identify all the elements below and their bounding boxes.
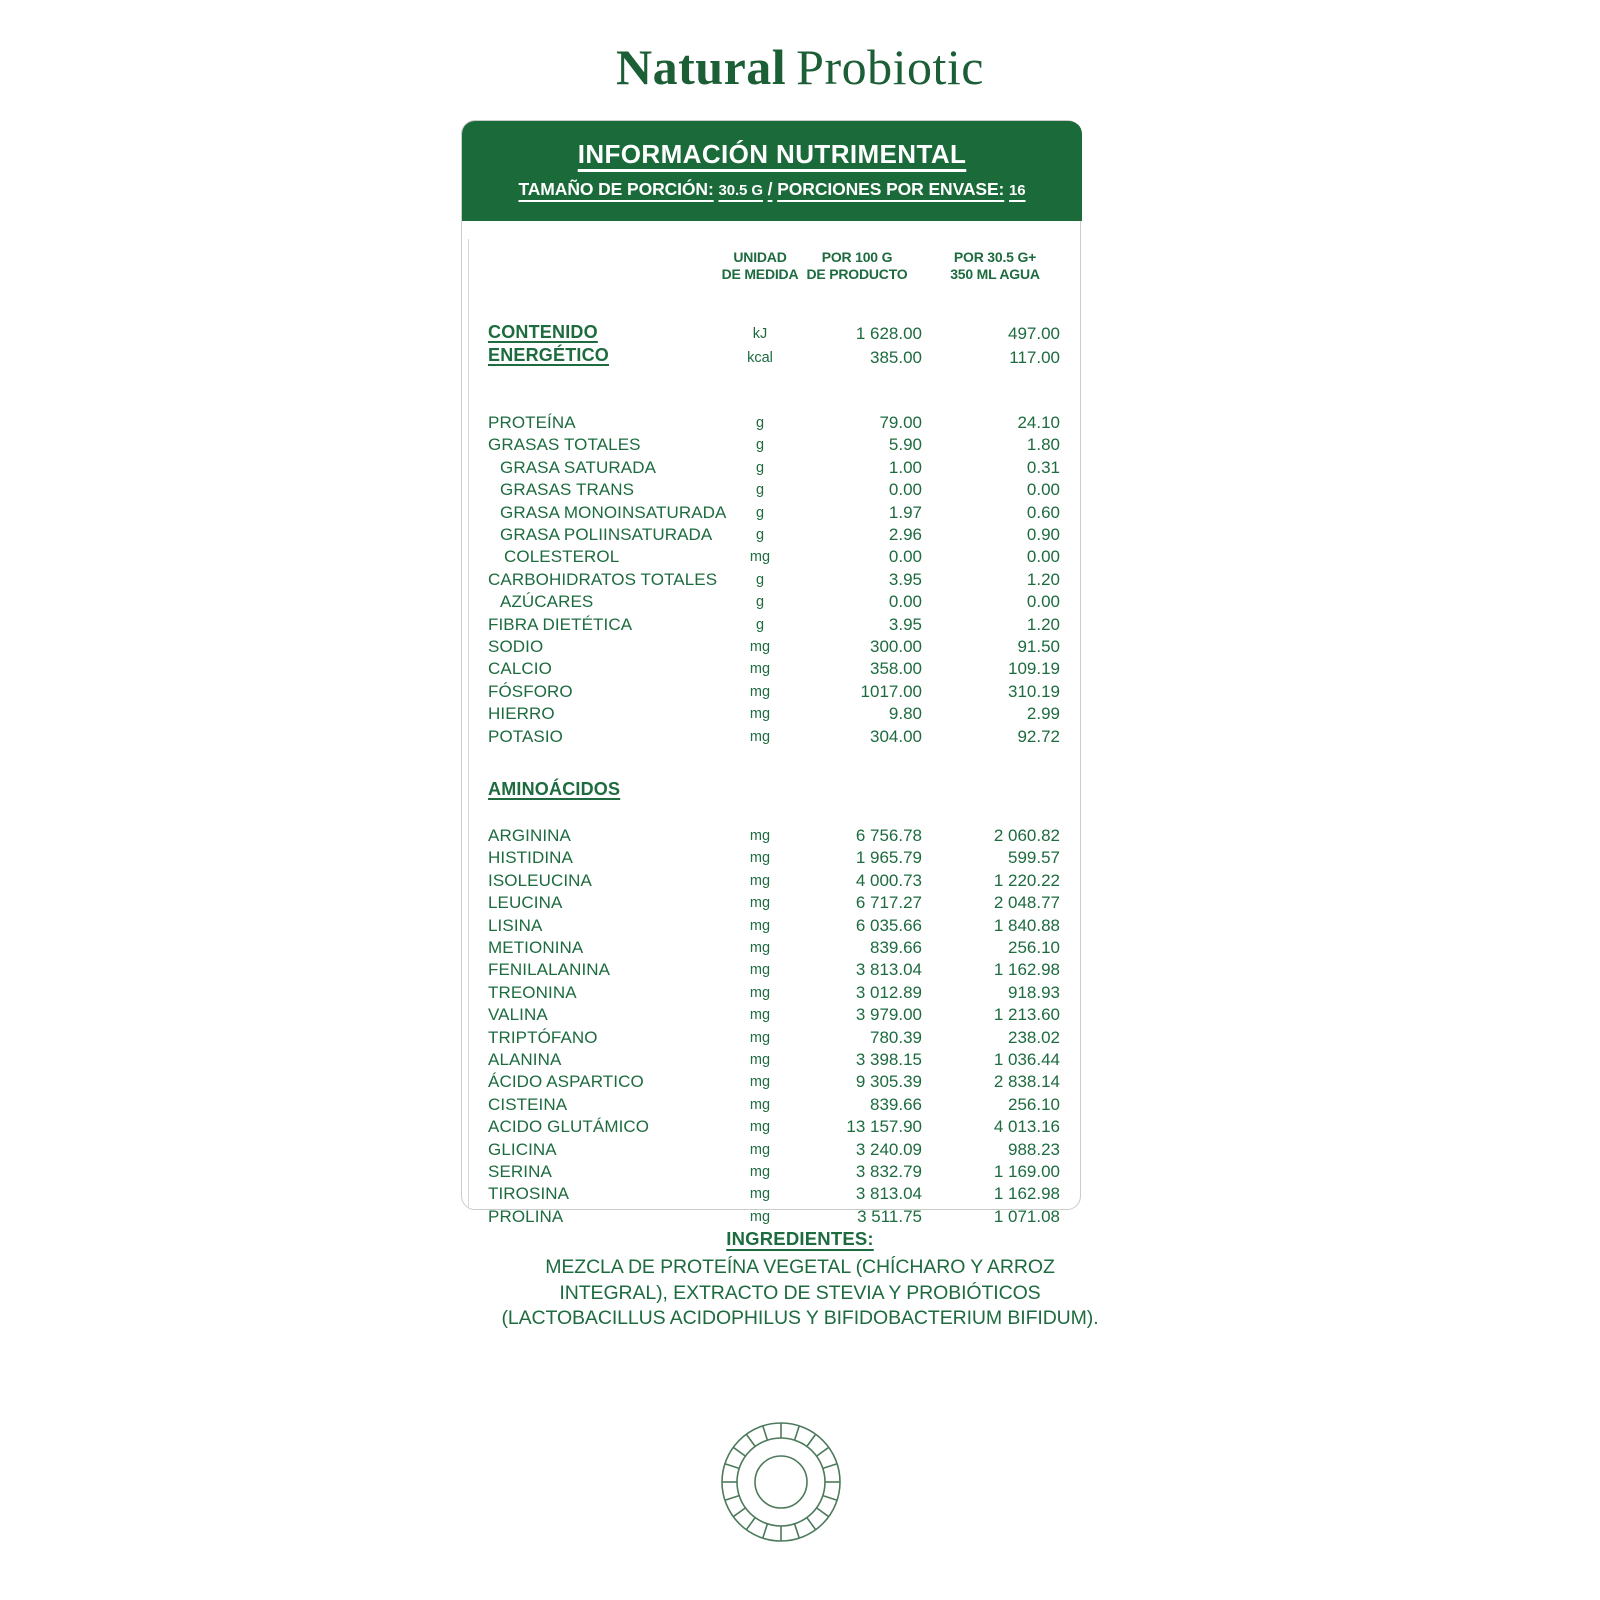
row-unit: mg [749, 728, 771, 745]
row-unit: mg [749, 984, 771, 1001]
row-unit: mg [749, 828, 771, 844]
amino-acid-row [462, 1207, 1082, 1229]
row-nutrient-name: PROTEÍNA [488, 413, 576, 432]
row-value-per-serving: 117.00 [1009, 348, 1060, 367]
row-value-per-100g: 1017.00 [860, 681, 922, 701]
row-value-per-100g: 1.97 [888, 502, 922, 522]
row-value-per-serving: 310.19 [1008, 681, 1060, 701]
row-value-per-serving: 2 048.77 [993, 893, 1060, 913]
nutrient-row [462, 727, 1082, 749]
row-value-per-serving: 109.19 [1008, 659, 1060, 679]
row-unit: mg [749, 1007, 771, 1024]
servings-per-container-prefix: PORCIONES POR ENVASE: [777, 179, 1005, 199]
row-nutrient-name: GRASA SATURADA [500, 457, 657, 477]
row-nutrient-name: VALINA [488, 1005, 548, 1025]
row-value-per-serving: 2 838.14 [993, 1072, 1060, 1092]
row-nutrient-name: POTASIO [488, 726, 564, 746]
row-unit: g [755, 482, 765, 499]
amino-acid-row [462, 1095, 1082, 1117]
row-value-per-serving: 1 162.98 [993, 1184, 1060, 1204]
serving-info-line [462, 179, 1082, 200]
row-value-per-100g: 3 012.89 [855, 982, 922, 1002]
amino-acid-row [462, 916, 1082, 938]
row-value-per-serving: 256.10 [1008, 1094, 1060, 1114]
nutrient-row [462, 570, 1082, 592]
row-value-per-100g: 6 756.78 [855, 826, 922, 845]
row-value-per-serving: 1 169.00 [993, 1162, 1060, 1181]
row-nutrient-name: FENILALANINA [488, 960, 611, 980]
row-nutrient-name: CARBOHIDRATOS TOTALES [488, 569, 718, 589]
ingredients-text [300, 1255, 1300, 1332]
amino-acids-section-header: AMINOÁCIDOS [488, 779, 621, 799]
row-value-per-100g: 3 832.79 [855, 1162, 922, 1181]
row-unit: g [755, 527, 765, 543]
row-unit: mg [749, 1164, 771, 1180]
column-header-per-serving-line1: POR 30.5 G+ [953, 249, 1037, 265]
ingredients-line-3: (LACTOBACILLUS ACIDOPHILUS Y BIFIDOBACTERIUM BIFIDUM). [501, 1307, 1099, 1329]
row-value-per-serving: 1 840.88 [993, 915, 1060, 935]
nutrient-row [462, 458, 1082, 480]
nutrition-facts-card [461, 120, 1081, 1226]
row-value-per-serving: 918.93 [1008, 982, 1060, 1002]
amino-acid-row [462, 1072, 1082, 1094]
amino-acid-row [462, 1005, 1082, 1027]
row-unit: mg [749, 1186, 771, 1203]
row-value-per-100g: 3 979.00 [855, 1005, 922, 1025]
row-value-per-serving: 91.50 [1017, 637, 1060, 656]
row-nutrient-name: ÁCIDO ASPARTICO [488, 1072, 644, 1092]
row-unit: mg [749, 1208, 771, 1225]
row-nutrient-name: LEUCINA [488, 893, 563, 913]
column-header-per-100g [792, 249, 922, 283]
row-value-per-100g: 3.95 [888, 569, 922, 589]
amino-acid-row [462, 871, 1082, 893]
row-value-per-100g: 3 240.09 [855, 1139, 922, 1159]
row-unit: mg [749, 549, 771, 566]
row-value-per-serving: 599.57 [1008, 848, 1060, 868]
brand-word-natural: Natural [616, 39, 787, 95]
row-nutrient-name: FIBRA DIETÉTICA [488, 614, 633, 634]
row-unit: mg [749, 917, 771, 934]
amino-acid-row [462, 1050, 1082, 1072]
row-value-per-serving: 92.72 [1017, 726, 1060, 746]
row-unit: mg [749, 850, 771, 867]
row-unit: mg [749, 706, 771, 723]
row-nutrient-name: HISTIDINA [488, 848, 573, 868]
row-value-per-serving: 0.31 [1026, 457, 1060, 477]
row-nutrient-name: TIROSINA [488, 1184, 570, 1204]
row-value-per-100g: 780.39 [870, 1027, 922, 1047]
row-unit: g [755, 571, 765, 588]
row-value-per-serving: 238.02 [1008, 1027, 1060, 1047]
amino-acid-row [462, 1117, 1082, 1139]
row-nutrient-name: HIERRO [488, 704, 555, 724]
row-value-per-100g: 839.66 [870, 938, 922, 957]
energy-label-line1: CONTENIDO [488, 322, 598, 342]
nutrient-row [462, 413, 1082, 435]
row-unit: mg [749, 1096, 771, 1113]
row-value-per-serving: 1 162.98 [993, 960, 1060, 980]
amino-acid-row [462, 826, 1082, 848]
row-value-per-100g: 3 398.15 [855, 1050, 922, 1069]
column-header-unit-line2: DE MEDIDA [721, 266, 799, 282]
row-value-per-100g: 6 035.66 [855, 915, 922, 935]
energy-row [462, 324, 1082, 346]
row-value-per-100g: 5.90 [888, 435, 922, 455]
row-unit: mg [749, 639, 771, 655]
nutrient-row [462, 547, 1082, 569]
row-value-per-serving: 24.10 [1017, 413, 1060, 432]
energy-label-line2: ENERGÉTICO [488, 345, 610, 365]
row-unit: kcal [747, 350, 773, 366]
column-header-per-100g-line2: DE PRODUCTO [806, 266, 908, 282]
serving-size-prefix: TAMAÑO DE PORCIÓN: [518, 179, 714, 199]
row-value-per-100g: 6 717.27 [855, 893, 922, 913]
row-value-per-100g: 0.00 [888, 592, 922, 612]
row-nutrient-name: LISINA [488, 915, 543, 935]
row-unit: mg [749, 940, 771, 956]
row-nutrient-name: GRASA POLIINSATURADA [500, 525, 713, 544]
row-value-per-100g: 2.96 [888, 525, 922, 544]
row-unit: g [755, 437, 765, 454]
row-nutrient-name: METIONINA [488, 938, 584, 957]
row-unit: g [755, 594, 765, 611]
row-value-per-100g: 1 965.79 [855, 848, 922, 868]
row-nutrient-name: ISOLEUCINA [488, 870, 592, 890]
row-value-per-100g: 9 305.39 [855, 1072, 922, 1092]
nutrition-header-title: INFORMACIÓN NUTRIMENTAL [577, 139, 967, 169]
row-value-per-100g: 4 000.73 [855, 870, 922, 890]
row-value-per-100g: 3 813.04 [855, 960, 922, 980]
column-header-unit [720, 249, 800, 283]
row-unit: kJ [752, 326, 768, 342]
row-value-per-serving: 256.10 [1008, 938, 1060, 957]
amino-acid-row [462, 983, 1082, 1005]
row-value-per-100g: 358.00 [870, 659, 922, 679]
amino-acid-row [462, 848, 1082, 870]
row-value-per-serving: 497.00 [1008, 324, 1060, 343]
row-value-per-serving: 988.23 [1008, 1139, 1060, 1159]
row-nutrient-name: ARGININA [488, 826, 571, 845]
row-unit: mg [749, 1141, 771, 1158]
serving-separator: / [767, 179, 773, 199]
row-unit: mg [749, 1119, 771, 1136]
row-unit: mg [749, 1074, 771, 1091]
nutrient-row [462, 503, 1082, 525]
row-value-per-100g: 300.00 [870, 637, 922, 656]
amino-acid-row [462, 1140, 1082, 1162]
nutrient-row [462, 480, 1082, 502]
row-value-per-100g: 79.00 [879, 413, 922, 432]
servings-per-container-value: 16 [1009, 182, 1026, 199]
row-value-per-serving: 1 213.60 [993, 1005, 1060, 1025]
ingredients-block [300, 1228, 1300, 1332]
table-column-headers [462, 249, 1082, 299]
row-value-per-serving: 1 036.44 [993, 1050, 1060, 1069]
nutrient-row [462, 682, 1082, 704]
row-nutrient-name: SODIO [488, 637, 544, 656]
row-value-per-100g: 1 628.00 [855, 324, 922, 343]
row-value-per-serving: 0.60 [1026, 502, 1060, 522]
row-nutrient-name: TRIPTÓFANO [488, 1027, 598, 1047]
row-value-per-serving: 0.00 [1026, 592, 1060, 612]
serving-size-value: 30.5 G [718, 182, 763, 199]
row-nutrient-name: COLESTEROL [504, 547, 620, 567]
row-nutrient-name: PROLINA [488, 1206, 564, 1226]
column-header-per-100g-line1: POR 100 G [821, 249, 893, 265]
row-value-per-serving: 2 060.82 [993, 826, 1060, 845]
row-unit: g [755, 459, 765, 476]
row-unit: mg [749, 895, 771, 912]
row-value-per-100g: 0.00 [888, 547, 922, 567]
nutrient-row [462, 592, 1082, 614]
row-nutrient-name: TREONINA [488, 982, 577, 1002]
row-value-per-serving: 1.20 [1026, 614, 1060, 634]
column-header-unit-line1: UNIDAD [733, 249, 787, 265]
amino-acid-row [462, 960, 1082, 982]
row-nutrient-name: SERINA [488, 1162, 552, 1181]
row-unit: mg [749, 683, 771, 700]
row-value-per-100g: 385.00 [870, 348, 922, 367]
amino-acid-row [462, 1028, 1082, 1050]
row-value-per-100g: 839.66 [870, 1094, 922, 1114]
row-nutrient-name: CALCIO [488, 659, 552, 679]
ingredients-title: INGREDIENTES: [726, 1228, 874, 1249]
row-value-per-serving: 0.90 [1026, 525, 1060, 544]
nutrient-row [462, 525, 1082, 547]
row-value-per-100g: 3.95 [888, 614, 922, 634]
row-value-per-100g: 9.80 [888, 704, 922, 724]
row-unit: g [755, 415, 765, 431]
ingredients-line-2: INTEGRAL), EXTRACTO DE STEVIA Y PROBIÓTICOS [559, 1281, 1041, 1304]
row-value-per-serving: 1 220.22 [993, 870, 1060, 890]
row-value-per-serving: 1.80 [1026, 435, 1060, 455]
row-value-per-100g: 1.00 [888, 457, 922, 477]
energy-row [462, 348, 1082, 370]
row-unit: g [755, 504, 765, 521]
ingredients-line-1: MEZCLA DE PROTEÍNA VEGETAL (CHÍCHARO Y ARROZ [545, 1256, 1055, 1278]
column-header-per-serving-line2: 350 ML AGUA [950, 266, 1040, 282]
row-value-per-serving: 0.00 [1026, 547, 1060, 567]
row-value-per-serving: 4 013.16 [993, 1117, 1060, 1137]
brand-title [0, 38, 1600, 96]
row-unit: mg [749, 1029, 771, 1046]
row-nutrient-name: AZÚCARES [500, 592, 594, 612]
row-nutrient-name: ACIDO GLUTÁMICO [488, 1117, 650, 1137]
row-nutrient-name: GLICINA [488, 1139, 557, 1159]
brand-word-probiotic: Probiotic [796, 39, 984, 95]
radial-ring-emblem-icon [717, 1418, 845, 1546]
row-unit: g [755, 616, 765, 633]
row-value-per-100g: 0.00 [888, 480, 922, 500]
row-nutrient-name: ALANINA [488, 1050, 562, 1069]
amino-acid-row [462, 893, 1082, 915]
row-unit: mg [749, 661, 771, 678]
nutrition-header-band [462, 121, 1082, 221]
row-nutrient-name: CISTEINA [488, 1094, 568, 1114]
nutrient-row [462, 615, 1082, 637]
row-value-per-serving: 0.00 [1026, 480, 1060, 500]
amino-acid-row [462, 938, 1082, 960]
row-unit: mg [749, 962, 771, 979]
row-nutrient-name: FÓSFORO [488, 681, 573, 701]
row-unit: mg [749, 1052, 771, 1068]
amino-acid-row [462, 1162, 1082, 1184]
row-nutrient-name: GRASAS TOTALES [488, 435, 641, 455]
row-nutrient-name: GRASA MONOINSATURADA [500, 502, 727, 522]
row-unit: mg [749, 872, 771, 889]
row-value-per-100g: 304.00 [870, 726, 922, 746]
row-value-per-serving: 1.20 [1026, 569, 1060, 589]
amino-acid-row [462, 1184, 1082, 1206]
column-header-per-serving [930, 249, 1060, 283]
row-nutrient-name: GRASAS TRANS [500, 480, 635, 500]
nutrient-row [462, 435, 1082, 457]
row-value-per-serving: 2.99 [1026, 704, 1060, 724]
row-value-per-100g: 3 813.04 [855, 1184, 922, 1204]
nutrient-row [462, 637, 1082, 659]
row-value-per-100g: 3 511.75 [857, 1206, 922, 1226]
nutrient-row [462, 659, 1082, 681]
row-value-per-serving: 1 071.08 [993, 1206, 1060, 1226]
row-value-per-100g: 13 157.90 [846, 1117, 922, 1137]
nutrient-row [462, 704, 1082, 726]
